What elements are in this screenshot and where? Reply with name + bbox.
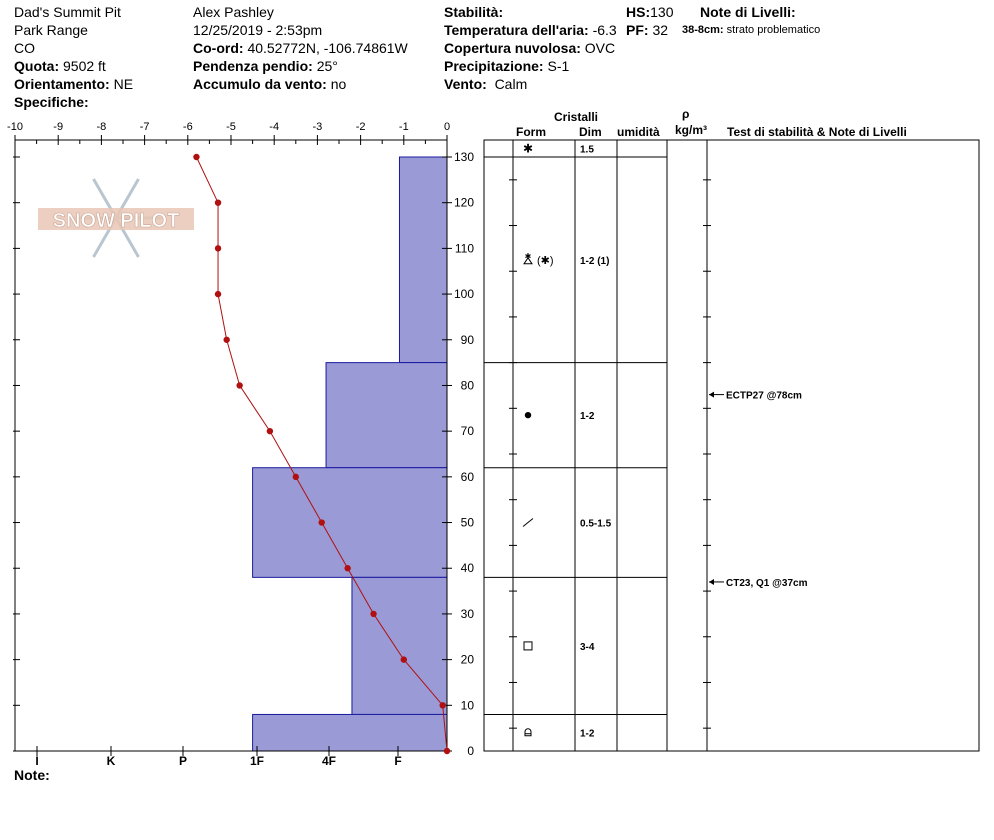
temperature-point bbox=[319, 519, 325, 525]
logo-text: SNOW PILOT bbox=[52, 210, 180, 232]
temp-tick-label: -4 bbox=[269, 121, 280, 133]
temperature-point bbox=[236, 382, 242, 388]
col-moisture: umidità bbox=[617, 125, 660, 139]
air-temp-value: -6.3 bbox=[592, 22, 617, 38]
snowpilot-logo bbox=[38, 179, 194, 257]
layer-dim: 0.5-1.5 bbox=[580, 518, 612, 530]
temp-tick-label: -10 bbox=[7, 121, 23, 133]
layer-table-frame bbox=[484, 140, 979, 751]
height-tick-label: 60 bbox=[460, 469, 474, 484]
col-tests: Test di stabilità & Note di Livelli bbox=[727, 125, 907, 139]
temp-tick-label: -1 bbox=[398, 121, 409, 133]
crystals-title: Cristalli bbox=[554, 110, 599, 124]
rho-title: ρ bbox=[682, 107, 690, 121]
aspect-value: NE bbox=[113, 76, 134, 92]
sky-value: OVC bbox=[584, 40, 616, 56]
temp-tick-label: -6 bbox=[182, 121, 193, 133]
specifics-label: Specifiche: bbox=[14, 94, 89, 110]
stability-label: Stabilità: bbox=[444, 4, 504, 20]
coords-label: Co-ord: bbox=[193, 40, 244, 56]
coords-value: 40.52772N, -106.74861W bbox=[247, 40, 408, 56]
hardness-tick-label: 4F bbox=[321, 754, 337, 768]
datetime: 12/25/2019 - 2:53pm bbox=[193, 22, 323, 38]
hardness-tick-label: I bbox=[35, 754, 39, 768]
height-tick-label: 80 bbox=[460, 378, 474, 393]
temp-tick-label: -7 bbox=[139, 121, 150, 133]
precip-value: S-1 bbox=[547, 58, 570, 74]
height-tick-label: 130 bbox=[453, 150, 474, 164]
slope-label: Pendenza pendio: bbox=[193, 58, 313, 74]
rimed-precip-icon bbox=[524, 252, 532, 264]
height-tick-label: 90 bbox=[460, 332, 474, 347]
height-tick-label: 30 bbox=[460, 606, 474, 621]
decomposing-icon bbox=[523, 519, 533, 527]
pf-value: 32 bbox=[652, 22, 669, 38]
height-tick-label: 0 bbox=[467, 744, 474, 758]
stability-test-label: ECTP27 @78cm bbox=[726, 390, 802, 402]
crust-shape bbox=[525, 729, 531, 736]
layer-notes-title: Note di Livelli: bbox=[700, 4, 796, 20]
temperature-point bbox=[223, 337, 229, 343]
rime-star: ✱ bbox=[524, 251, 532, 261]
temperature-point bbox=[439, 702, 445, 708]
temp-tick-label: -5 bbox=[226, 121, 236, 133]
temperature-point bbox=[401, 656, 407, 662]
form-extra: (✱) bbox=[537, 254, 554, 267]
surface-dim: 1.5 bbox=[580, 144, 594, 156]
layer-note-range: 38-8cm: bbox=[682, 24, 724, 36]
hardness-bar-0 bbox=[399, 157, 447, 363]
temperature-point bbox=[267, 428, 273, 434]
height-tick-label: 40 bbox=[460, 561, 474, 576]
temperature-point bbox=[193, 154, 199, 160]
layer-dim: 1-2 bbox=[580, 411, 595, 423]
elevation-value: 9502 ft bbox=[63, 58, 106, 74]
layer-dim: 1-2 (1) bbox=[580, 255, 610, 267]
pit-name: Dad's Summit Pit bbox=[14, 4, 121, 20]
hardness-tick-label: P bbox=[178, 754, 188, 768]
temp-tick-label: -3 bbox=[312, 121, 323, 133]
temperature-point bbox=[293, 474, 299, 480]
col-form: Form bbox=[516, 125, 546, 139]
precip-label: Precipitazione: bbox=[444, 58, 544, 74]
temperature-point bbox=[370, 611, 376, 617]
test-arrow-head bbox=[709, 392, 714, 398]
sky-label: Copertura nuvolosa: bbox=[444, 40, 581, 56]
hardness-bar-2 bbox=[253, 468, 447, 578]
rounded-grain-icon bbox=[525, 412, 531, 418]
test-arrow-head bbox=[709, 579, 714, 585]
layer-note-text: strato problematico bbox=[726, 24, 821, 36]
temp-tick-label: -2 bbox=[355, 121, 366, 133]
hs-value: 130 bbox=[650, 4, 674, 20]
hardness-tick-label: F bbox=[394, 754, 402, 768]
temperature-point bbox=[344, 565, 350, 571]
hardness-bar-1 bbox=[326, 363, 447, 468]
stability-test-label: CT23, Q1 @37cm bbox=[726, 577, 808, 589]
temp-tick-label: 0 bbox=[443, 121, 451, 133]
state: CO bbox=[14, 40, 35, 56]
col-dim: Dim bbox=[579, 125, 602, 139]
observer: Alex Pashley bbox=[193, 4, 274, 20]
height-tick-label: 20 bbox=[460, 652, 474, 667]
height-tick-label: 10 bbox=[460, 698, 474, 713]
precip-icon: ✱ bbox=[522, 141, 534, 156]
air-temp-label: Temperatura dell'aria: bbox=[444, 22, 589, 38]
layer-dim: 1-2 bbox=[580, 728, 595, 740]
hardness-tick-label: K bbox=[106, 754, 116, 768]
pf-label: PF: bbox=[626, 22, 649, 38]
wind-label: Vento: bbox=[444, 76, 487, 92]
temperature-point bbox=[444, 748, 450, 754]
height-tick-label: 70 bbox=[460, 424, 474, 439]
hs-label: HS: bbox=[626, 4, 651, 20]
hardness-bar-4 bbox=[253, 714, 447, 751]
layer-dim: 3-4 bbox=[580, 641, 595, 653]
wind-loading-value: no bbox=[330, 76, 347, 92]
hardness-tick-label: 1F bbox=[249, 754, 265, 768]
slope-value: 25° bbox=[316, 58, 338, 74]
wind-loading-label: Accumulo da vento: bbox=[193, 76, 327, 92]
temperature-point bbox=[215, 199, 221, 205]
range: Park Range bbox=[14, 22, 88, 38]
faceted-icon bbox=[524, 642, 532, 650]
height-tick-label: 110 bbox=[454, 241, 474, 256]
height-tick-label: 50 bbox=[460, 515, 474, 530]
temp-tick-label: -8 bbox=[96, 121, 107, 133]
temperature-point bbox=[215, 291, 221, 297]
aspect-label: Orientamento: bbox=[14, 76, 110, 92]
height-tick-label: 120 bbox=[453, 195, 474, 210]
height-tick-label: 100 bbox=[453, 287, 474, 302]
crust-icon bbox=[525, 729, 531, 736]
temp-tick-label: -9 bbox=[53, 121, 64, 133]
elevation-label: Quota: bbox=[14, 58, 60, 74]
temperature-point bbox=[215, 245, 221, 251]
col-density: kg/m³ bbox=[675, 123, 708, 137]
wind-value: Calm bbox=[494, 76, 528, 92]
notes-label: Note: bbox=[14, 767, 50, 783]
